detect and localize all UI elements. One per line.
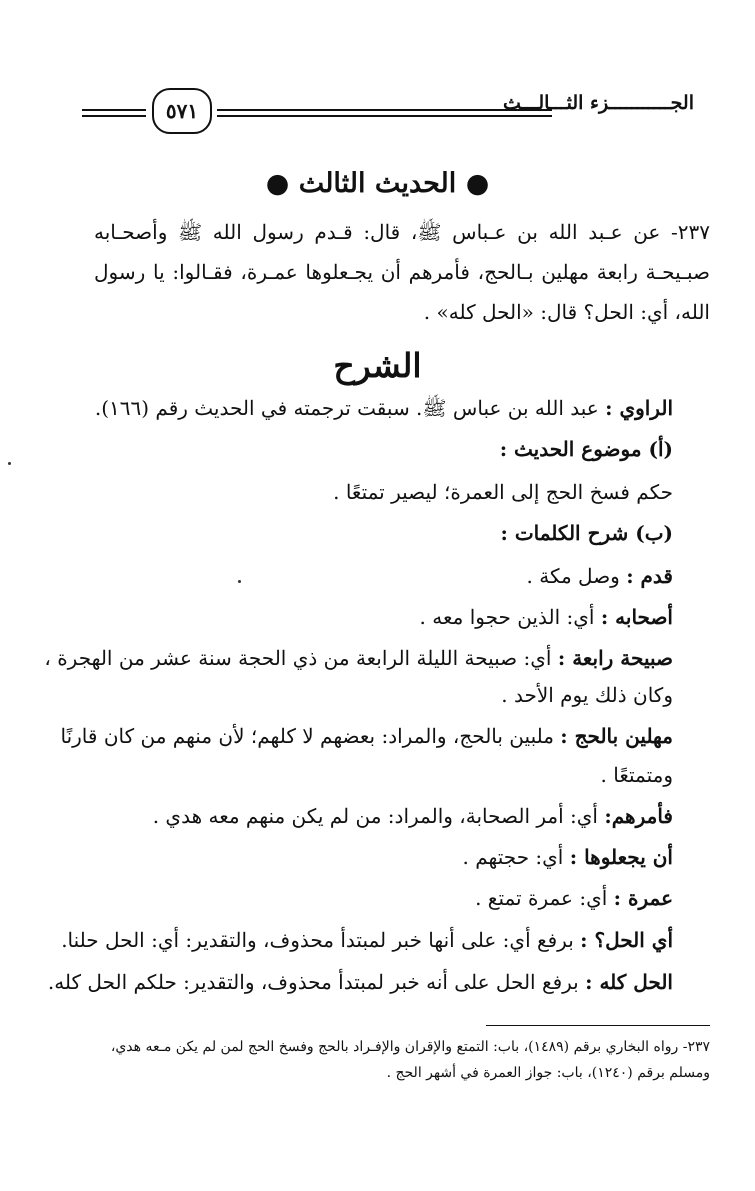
explanation-term: الراوي : xyxy=(605,396,673,420)
explanation-line xyxy=(61,925,673,955)
explanation-line xyxy=(82,561,673,591)
sharh-title: الشرح xyxy=(333,346,422,385)
explanation-line xyxy=(82,842,673,872)
explanation-term: مهلين بالحج : xyxy=(560,724,673,748)
explanation-term: فأمرهم: xyxy=(604,804,673,828)
explanation-text: وكان ذلك يوم الأحد . xyxy=(501,683,673,707)
explanation-text: أي: صبيحة الليلة الرابعة من ذي الحجة سنة عشر من الهجرة ، xyxy=(44,646,558,670)
explanation-text: برفع الحل على أنه خبر لمبتدأ محذوف، والتقدير: حلكم الحل كله. xyxy=(47,970,586,994)
explanation-text: أي: الذين حجوا معه . xyxy=(419,605,601,629)
explanation-text: أي: أمر الصحابة، والمراد: من لم يكن منهم معه هدي . xyxy=(152,804,605,828)
hadith-title: ● الحديث الثالث ● xyxy=(265,168,490,199)
explanation-term: أن يجعلوها : xyxy=(569,845,673,869)
explanation-text: أي: عمرة تمتع . xyxy=(475,886,614,910)
explanation-line xyxy=(82,434,673,464)
explanation-line xyxy=(82,883,673,913)
footnote-line-2: ومسلم برقم (١٢٤٠)، باب: جواز العمرة في أشهر الحج . xyxy=(386,1065,710,1081)
explanation-term: (أ) موضوع الحديث : xyxy=(499,437,673,461)
footnote xyxy=(42,1034,710,1086)
explanation-line xyxy=(82,680,673,710)
explanation-line xyxy=(82,602,673,632)
explanation-term: الحل كله : xyxy=(585,970,673,994)
footnote-rule xyxy=(486,1025,710,1026)
header-rule-right xyxy=(217,109,552,117)
explanation-term: قدم : xyxy=(626,564,673,588)
explanation-text: برفع أي: على أنها خبر لمبتدأ محذوف، والتقدير: أي: الحل حلنا. xyxy=(61,928,581,952)
scan-speck xyxy=(238,580,241,583)
explanation-line xyxy=(82,477,673,507)
explanation-text: أي: حجتهم . xyxy=(462,845,570,869)
explanation-line xyxy=(47,967,673,997)
page-number: ٥٧١ xyxy=(152,88,212,134)
explanation-term: صبيحة رابعة : xyxy=(557,646,673,670)
explanation-line xyxy=(82,760,673,790)
explanation-line xyxy=(82,801,673,831)
explanation-text: ومتمتعًا . xyxy=(600,763,673,787)
explanation-text: عبد الله بن عباس ﷺ. سبقت ترجمته في الحديث رقم (١٦٦). xyxy=(94,396,606,420)
header-rule-left xyxy=(82,109,146,117)
explanation-line xyxy=(60,721,673,751)
scan-speck xyxy=(8,462,11,465)
explanation-term: أي الحل؟ : xyxy=(580,928,673,952)
explanation-line xyxy=(82,518,673,548)
explanation-text: ملبين بالحج، والمراد: بعضهم لا كلهم؛ لأن منهم من كان قارنًا xyxy=(60,724,561,748)
part-title: الجـــــــــــزء الثـــالـــث xyxy=(502,92,694,114)
explanation-term: أصحابه : xyxy=(600,605,673,629)
hadith-text: ٢٣٧- عن عـبد الله بن عـباس ﷺ، قال: قـدم رسول الله ﷺ وأصحـابه صبـيحـة رابعة مهلين بـالحج، فأمرهم أن يجـعلوها عمـرة، فقـالوا: يا رسول الله، أي: الحل؟ قال: «الحل كله» . xyxy=(94,220,710,324)
footnote-line-1: ٢٣٧- رواه البخاري برقم (١٤٨٩)، باب: التمتع والإقران والإفـراد بالحج وفسخ الحج لمن لم يكن مـعه هدي، xyxy=(110,1039,710,1055)
explanation-text: حكم فسخ الحج إلى العمرة؛ ليصير تمتعًا . xyxy=(333,480,673,504)
page-header xyxy=(82,86,694,136)
explanation-line xyxy=(82,393,673,423)
explanation-text: وصل مكة . xyxy=(526,564,627,588)
explanation-term: عمرة : xyxy=(613,886,673,910)
explanation-line xyxy=(44,643,673,673)
explanation-term: (ب) شرح الكلمات : xyxy=(500,521,673,545)
